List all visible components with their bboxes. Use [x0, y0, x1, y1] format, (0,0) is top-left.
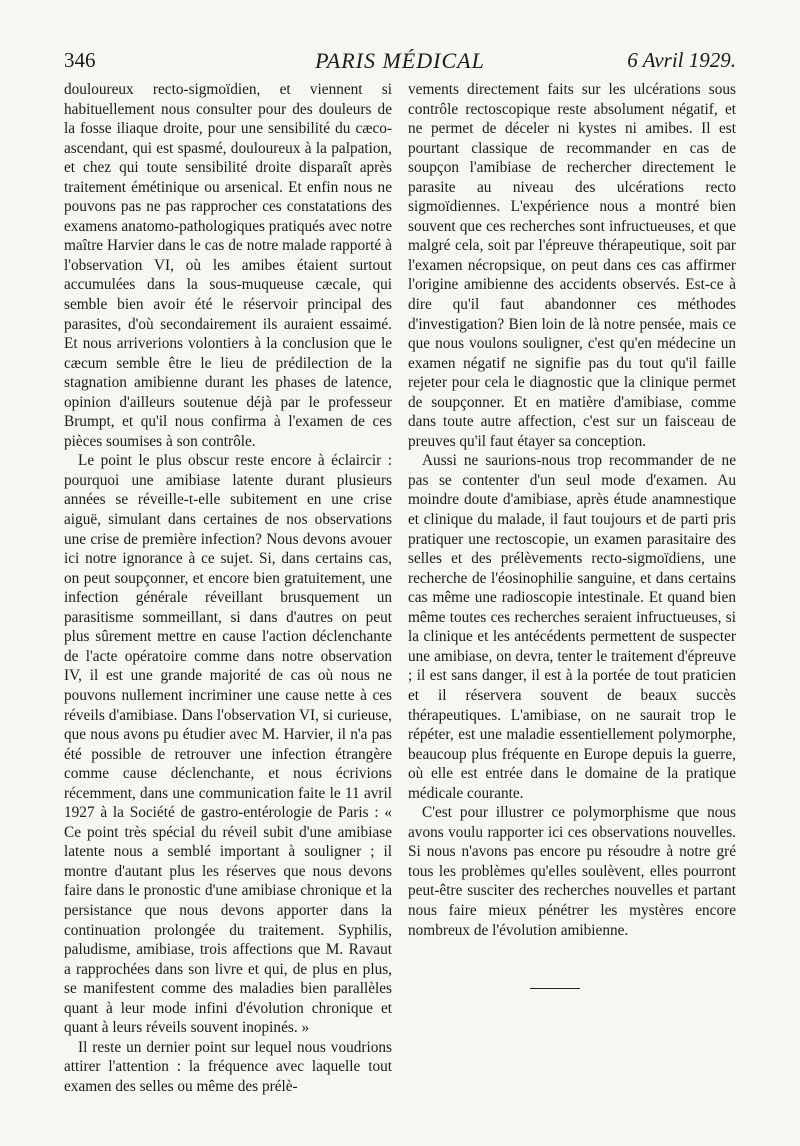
issue-date: 6 Avril 1929.: [627, 48, 736, 72]
paragraph: Le point le plus obscur reste encore à éclaircir : pourquoi une amibiase latente durant plusieurs années se réveille-t-elle subitement en une crise aiguë, simulant dans certaines de nos observations une crise de première infection? Nous devons avouer ici notre ignorance à ce sujet. Si, dans certains cas, on peut soupçonner, et encore bien gratuitement, une infection générale réveillant brusquement un parasitisme sommeillant, si dans d'autres on peut plus sûrement mettre en cause l'action déclenchante de l'acte opératoire comme dans notre observation IV, il est une grande majorité de cas où nous ne pouvons nullement incriminer une cause nette à ces réveils d'amibiase. Dans l'observation VI, si curieuse, que nous avons pu étudier avec M. Harvier, il n'a pas été possible de retrouver une infection étrangère comme cause déclenchante, et nous écrivions récemment, dans une communication faite le 11 avril 1927 à la Société de gastro-entérologie de Paris : « Ce point très spécial du réveil subit d'une amibiase latente nous a semblé important à souligner ; il montre d'autant plus les réserves que nous devons faire dans le pronostic d'une amibiase chronique et la persistance que nous devons apporter dans la continuation prolongée du traitement. Syphilis, paludisme, amibiase, trois affections que M. Ravaut a rapprochées dans son livre et qui, de plus en plus, se manifestent comme des maladies bien parallèles quant à leur mode infini d'évolution chronique et quant à leurs réveils souvent inopinés. »: [64, 452, 392, 1037]
journal-title: PARIS MÉDICAL: [315, 48, 485, 73]
paragraph: douloureux recto-sigmoïdien, et viennent si habituellement nous consulter pour des douleurs de la fosse iliaque droite, pour une sensibilité du cæco-ascendant, qui est spasmé, douloureux à la palpation, et chez qui toute sensibilité droite disparaît après traitement émétinique ou arsenical. Et enfin nous ne pouvons pas ne pas rapprocher ces constatations des examens anatomo-pathologiques pratiqués avec notre maître Harvier dans le cas de notre malade rapporté à l'observation VI, où les amibes étaient surtout accumulées dans la sous-muqueuse cæcale, qui semble bien avoir été le réservoir principal des parasites, d'où secondairement ils auraient essaimé. Et nous arriverions volontiers à la conclusion que le cæcum semble être le lieu de prédilection de la stagnation amibienne durant les phases de latence, opinion d'ailleurs soutenue déjà par le professeur Brumpt, et qu'il nous confirma à l'examen de ces pièces soumises à son contrôle.: [64, 81, 392, 450]
paragraph: vements directement faits sur les ulcérations sous contrôle rectoscopique reste absolument négatif, et ne permet de déceler ni kystes ni amibes. Il est pourtant classique de recommander en cas de soupçon l'amibiase de rechercher directement le parasite au niveau des ulcérations recto sigmoïdiennes. L'expérience nous a montré bien souvent que ces recherches sont infructueuses, et que malgré cela, soit par l'épreuve thérapeutique, soit par l'examen nécropsique, on peut dans ces cas affirmer l'origine amibienne des accidents observés. Est-ce à dire qu'il faut abandonner ces méthodes d'investigation? Bien loin de là notre pensée, mais ce que nous voulons souligner, c'est qu'en médecine un examen négatif ne signifie pas du tout qu'il faille rejeter pour cela le diagnostic que la clinique permet de soupçonner. Et en matière d'amibiase, comme dans toute autre affection, c'est sur un faisceau de preuves qu'il faut étayer sa conception.: [408, 81, 736, 450]
end-of-article-rule: [530, 988, 580, 989]
left-text-column: [64, 80, 392, 1096]
page-header: [64, 48, 736, 80]
paragraph: C'est pour illustrer ce polymorphisme que nous avons voulu rapporter ici ces observations nouvelles. Si nous n'avons pas encore pu résoudre à notre gré tous les problèmes qu'elles soulèvent, elles pourront peut-être susciter des recherches nouvelles et partant nous faire mieux pénétrer les mystères encore nombreux de l'évolution amibienne.: [408, 804, 736, 939]
paragraph: Aussi ne saurions-nous trop recommander de ne pas se contenter d'un seul mode d'examen. Au moindre doute d'amibiase, après étude anamnestique et clinique du malade, il faut toujours et de parti pris pratiquer une rectoscopie, un examen parasitaire des selles et des prélèvements recto-sigmoïdiens, une recherche de l'éosinophilie sanguine, et dans certains cas même une radioscopie intestinale. Et quand bien même toutes ces recherches seraient infructueuses, si la clinique et les antécédents permettent de suspecter une amibiase, on devra, tenter le traitement d'épreuve ; il est sans danger, il est à la portée de tout praticien et il réservera souvent de beaux succès thérapeutiques. L'amibiase, on ne saurait trop le répéter, est une maladie essentiellement polymorphe, beaucoup plus fréquente en Europe depuis la guerre, où elle est entrée dans le domaine de la pratique médicale courante.: [408, 452, 736, 802]
paragraph: Il reste un dernier point sur lequel nous voudrions attirer l'attention : la fréquence avec laquelle tout examen des selles ou même des prélè-: [64, 1038, 392, 1095]
page-number: 346: [64, 48, 96, 72]
right-text-column: [408, 80, 736, 940]
